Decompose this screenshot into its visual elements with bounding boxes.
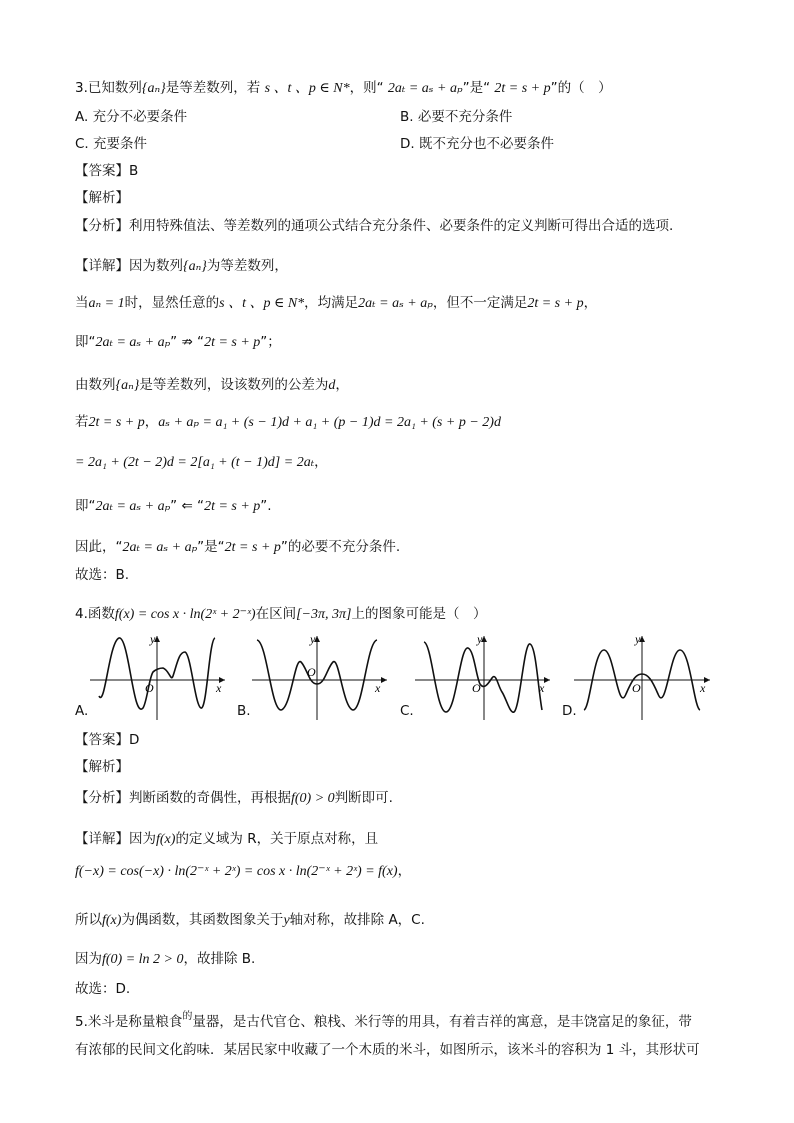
label-b: B. [237,703,251,719]
text: ”； [260,334,281,350]
text: 若 [75,414,89,430]
q4-stem [75,604,486,625]
text: 的定义域为 R，关于原点对称，且 [175,831,379,847]
math: 2t = s + p [204,335,261,350]
q4-equation [75,861,411,882]
text: 是等差数列，若 [165,80,261,96]
curve [424,642,542,712]
q4-xiangjie [75,829,378,850]
q3-line4 [75,412,501,433]
label-a: A. [75,703,89,719]
x-arrow-icon [381,677,387,683]
math: f(0) > 0 [291,791,335,806]
math: d [328,378,336,393]
text: 量器，是古代官仓、粮栈、米行等的用具，有着吉祥的寓意，是丰饶富足的象征，带 [192,1014,692,1030]
q4-step2 [75,949,255,970]
text: 【详解】因为 [75,831,156,847]
math-func: f(x) = cos x · ln(2ˣ + 2⁻ˣ) [114,607,256,622]
q3-xiangjie [75,256,288,277]
q4-jiexi: 【解析】 [75,759,129,775]
text: 【分析】判断函数的奇偶性，再根据 [75,790,291,806]
math: f(x) [156,832,176,847]
text: 3.已知数列 [75,80,142,96]
q3-fenxi: 【分析】利用特殊值法、等差数列的通项公式结合充分条件、必要条件的定义判断可得出合适的选项. [75,218,674,234]
q3-options-row1 [75,107,187,127]
text: 判断即可. [334,790,393,806]
q3-line2 [75,332,281,353]
text: ， [144,414,159,430]
math: 2aₜ = aₛ + aₚ [95,335,171,350]
text: ， [314,454,328,470]
option-c: C. 充要条件 [75,136,148,152]
text: ， [335,377,349,393]
math: = 2a₁ + (2t − 2)d = 2[a₁ + (t − 1)d] = 2aₜ [75,455,315,470]
math: 2t = s + p [88,415,145,430]
y-label: y [635,632,641,646]
text: ，则“ [349,80,384,96]
math: {aₙ} [115,378,140,393]
text: 时，显然任意的 [124,295,220,311]
q5-line1 [75,1012,692,1034]
text: ”的必要不充分条件. [280,539,401,555]
option-b: B. 必要不充分条件 [400,109,513,125]
text: 【详解】因为数列 [75,258,183,274]
text: 即“ [75,498,96,514]
math-vars: s 、t 、p ∈ N* [264,81,350,96]
origin-label: O [145,681,154,695]
text: 为等差数列， [206,258,288,274]
label-c: C. [400,703,414,719]
q3-line5 [75,452,328,473]
math-interval: [−3π, 3π] [296,607,352,622]
math: f(x) [102,913,122,928]
text: 因此，“ [75,539,123,555]
math: 2t = s + p [204,499,261,514]
graph-b [237,628,399,726]
q3-answer: 【答案】B [75,163,139,179]
math: y [283,913,290,928]
text: 4.函数 [75,606,115,622]
q4-fenxi [75,788,393,809]
text: 是等差数列，设该数列的公差为 [139,377,329,393]
text: ”. [260,498,272,514]
text: 因为 [75,951,102,967]
math-cond2: 2t = s + p [494,81,551,96]
option-a: A. 充分不必要条件 [75,109,188,125]
math-equation: f(−x) = cos(−x) · ln(2⁻ˣ + 2ˣ) = cos x · ln(2⁻ˣ + 2ˣ) = f(x) [75,864,398,879]
text: 为偶函数，其函数图象关于 [121,912,284,928]
text: 轴对称，故排除 A，C. [289,912,425,928]
text: 即“ [75,334,96,350]
text: 所以 [75,912,102,928]
math: 2t = s + p [224,540,281,555]
x-label: x [700,681,706,695]
text: 在区间 [255,606,297,622]
text: ” ⇐ “ [170,498,205,514]
q3-option-b-wrap [400,107,512,127]
text: ”的（ ） [550,80,612,96]
q3-option-d-wrap [400,134,554,154]
math: f(0) = ln 2 > 0 [102,952,184,967]
q4-step1 [75,910,425,931]
q4-answer: 【答案】D [75,732,140,748]
x-label: x [375,681,381,695]
text: ， [397,863,412,879]
text: 的 [182,1011,193,1022]
origin-label: O [472,681,481,695]
math: 2t = s + p [527,296,584,311]
text: ”是“ [197,539,225,555]
text: 上的图象可能是（ ） [351,606,487,622]
q3-line3 [75,375,349,396]
y-label: y [310,632,316,646]
q3-line6 [75,496,272,517]
q3-options-row2 [75,134,147,154]
q3-line1 [75,293,597,314]
y-label: y [150,632,156,646]
math-seq: {aₙ} [183,259,207,274]
text: ” ⇏ “ [170,334,205,350]
graph-d [562,628,724,726]
math: aₛ + aₚ = a₁ + (s − 1)d + a₁ + (p − 1)d = 2a₁ + (s + p − 2)d [158,415,501,430]
math: aₙ = 1 [88,296,125,311]
origin-label: O [632,681,641,695]
option-d: D. 既不充分也不必要条件 [400,136,554,152]
q3-line8: 故选：B. [75,567,130,583]
q3-stem [75,78,612,99]
text: 由数列 [75,377,116,393]
q3-line7 [75,537,400,558]
label-d: D. [562,703,577,719]
math-seq: {aₙ} [141,81,166,96]
y-label: y [477,632,483,646]
x-arrow-icon [544,677,550,683]
graph-a [75,628,237,726]
q4-step3: 故选：D. [75,981,131,997]
math-cond1: 2aₜ = aₛ + aₚ [387,81,463,96]
x-label: x [216,681,222,695]
x-label: x [539,681,545,695]
text: ，均满足 [304,295,359,311]
text: ，故排除 B. [183,951,256,967]
math: s 、t 、p ∈ N* [219,296,305,311]
q5-line2: 有浓郁的民间文化韵味．某居民家中收藏了一个木质的米斗，如图所示，该米斗的容积为 1 斗，其形状可 [75,1042,700,1058]
text: ， [583,295,598,311]
graph-c [400,628,562,726]
text: 5.米斗是称量粮食 [75,1014,183,1030]
math: 2aₜ = aₛ + aₚ [358,296,433,311]
math: 2aₜ = aₛ + aₚ [95,499,171,514]
math: 2aₜ = aₛ + aₚ [122,540,198,555]
text: ，但不一定满足 [432,295,528,311]
text: ”是“ [462,80,491,96]
origin-label: O [307,665,316,679]
text: 当 [75,295,89,311]
q3-jiexi: 【解析】 [75,190,129,206]
